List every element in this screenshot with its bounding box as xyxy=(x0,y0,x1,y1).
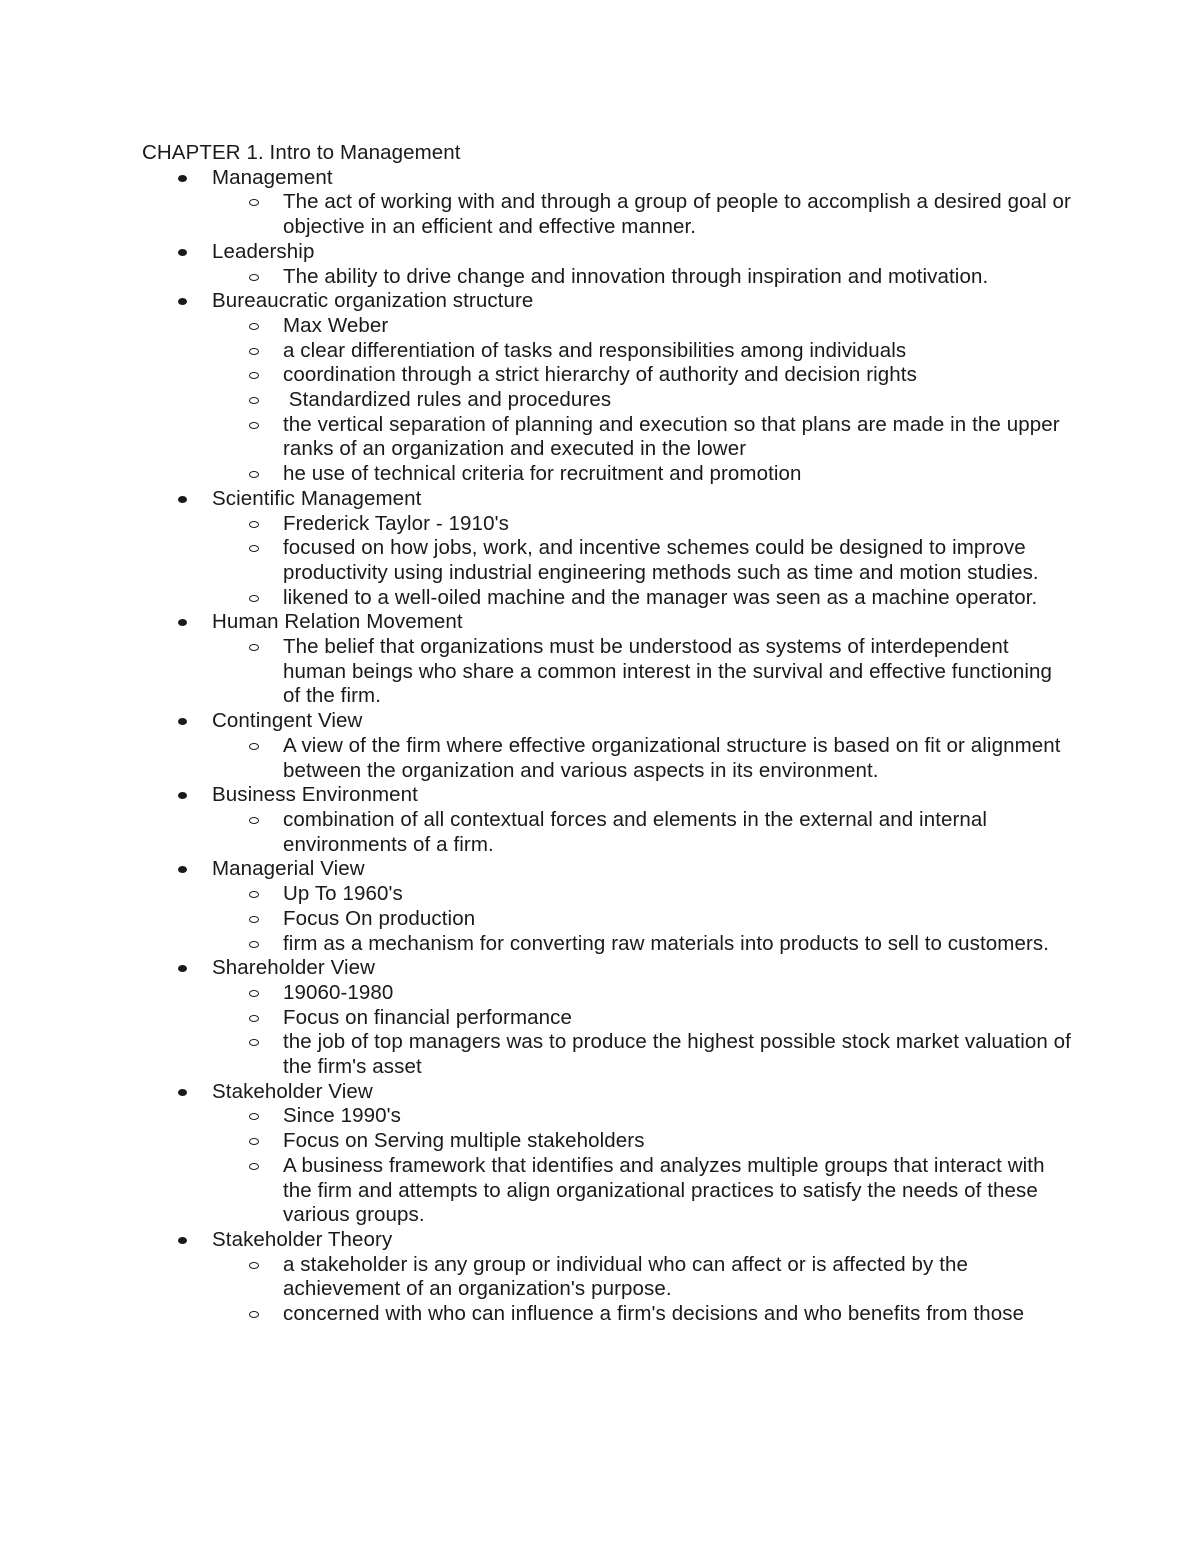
hollow-bullet-icon xyxy=(249,1039,259,1046)
outline-section xyxy=(142,487,1072,512)
hollow-bullet-icon xyxy=(249,595,259,602)
subitem-text: A business framework that identifies and analyzes multiple groups that interact with the firm and attempts to align organizational practices to satisfy the needs of these various groups. xyxy=(283,1153,1051,1227)
hollow-bullet-icon xyxy=(249,1113,259,1120)
outline-subitem xyxy=(142,1154,1072,1228)
outline-subitem xyxy=(142,462,1072,487)
subitem-text: Standardized rules and procedures xyxy=(283,388,612,412)
subitem-text: the job of top managers was to produce the highest possible stock market valuation of the firm's asset xyxy=(283,1030,1077,1079)
outline-subitem xyxy=(142,1006,1072,1031)
subitem-text: likened to a well-oiled machine and the manager was seen as a machine operator. xyxy=(283,585,1038,609)
hollow-bullet-icon xyxy=(249,274,259,281)
subitem-text: A view of the firm where effective organizational structure is based on fit or alignment between the organization and various aspects in its environment. xyxy=(283,733,1067,782)
subitem-text: The ability to drive change and innovation through inspiration and motivation. xyxy=(283,264,989,288)
filled-bullet-icon xyxy=(178,718,187,725)
subitem-text: Focus on financial performance xyxy=(283,1005,573,1029)
subitem-text: Focus On production xyxy=(283,906,476,930)
hollow-bullet-icon xyxy=(249,422,259,429)
hollow-bullet-icon xyxy=(249,1138,259,1145)
subitem-text: coordination through a strict hierarchy of authority and decision rights xyxy=(283,363,917,387)
filled-bullet-icon xyxy=(178,866,187,873)
outline-subitem xyxy=(142,1030,1077,1079)
subitem-text: firm as a mechanism for converting raw materials into products to sell to customers. xyxy=(283,931,1050,955)
section-heading: Stakeholder Theory xyxy=(212,1227,393,1251)
section-heading: Business Environment xyxy=(212,783,418,807)
subitem-text: concerned with who can influence a firm's decisions and who benefits from those xyxy=(283,1302,1025,1326)
section-heading: Scientific Management xyxy=(212,486,422,510)
outline-subitem xyxy=(142,1302,1072,1327)
outline-subitem xyxy=(142,932,1072,957)
section-heading: Managerial View xyxy=(212,857,365,881)
section-heading: Stakeholder View xyxy=(212,1079,373,1103)
subitem-text: Max Weber xyxy=(283,313,389,337)
filled-bullet-icon xyxy=(178,175,187,182)
outline-section xyxy=(142,709,1072,734)
filled-bullet-icon xyxy=(178,249,187,256)
filled-bullet-icon xyxy=(178,965,187,972)
filled-bullet-icon xyxy=(178,619,187,626)
outline-subitem xyxy=(142,190,1077,239)
section-heading: Management xyxy=(212,165,333,189)
filled-bullet-icon xyxy=(178,1237,187,1244)
outline-subitem xyxy=(142,1253,1072,1302)
outline-section xyxy=(142,240,1072,265)
hollow-bullet-icon xyxy=(249,199,259,206)
outline-subitem xyxy=(142,314,1072,339)
hollow-bullet-icon xyxy=(249,545,259,552)
outline-subitem xyxy=(142,734,1072,783)
subitem-text: The belief that organizations must be understood as systems of interdependent human beings who share a common interest in the survival and effective functioning of the firm. xyxy=(283,635,1058,708)
subitem-text: the vertical separation of planning and execution so that plans are made in the upper ranks of an organization and executed in the lower xyxy=(283,412,1066,461)
hollow-bullet-icon xyxy=(249,941,259,948)
hollow-bullet-icon xyxy=(249,743,259,750)
hollow-bullet-icon xyxy=(249,1262,259,1269)
outline-list xyxy=(142,165,1077,1327)
section-heading: Shareholder View xyxy=(212,956,376,980)
outline-subitem xyxy=(142,1129,1072,1154)
hollow-bullet-icon xyxy=(249,1163,259,1170)
outline-section xyxy=(142,1228,1072,1253)
filled-bullet-icon xyxy=(178,792,187,799)
outline-subitem xyxy=(142,363,1072,388)
hollow-bullet-icon xyxy=(249,471,259,478)
section-heading: Human Relation Movement xyxy=(212,610,463,634)
outline-section xyxy=(142,289,1072,314)
outline-subitem xyxy=(142,339,1072,364)
outline-subitem xyxy=(142,586,1072,611)
hollow-bullet-icon xyxy=(249,891,259,898)
section-heading: Leadership xyxy=(212,239,315,263)
outline-section xyxy=(142,783,1072,808)
subitem-text: 19060-1980 xyxy=(283,980,394,1004)
outline-section xyxy=(142,166,1072,191)
outline-subitem xyxy=(142,907,1072,932)
outline-subitem xyxy=(142,981,1072,1006)
hollow-bullet-icon xyxy=(249,817,259,824)
outline-subitem xyxy=(142,536,1072,585)
hollow-bullet-icon xyxy=(249,397,259,404)
subitem-text: Focus on Serving multiple stakeholders xyxy=(283,1129,645,1153)
outline-subitem xyxy=(142,1104,1072,1129)
outline-subitem xyxy=(142,265,1072,290)
outline-subitem xyxy=(142,512,1072,537)
outline-subitem xyxy=(142,635,1072,709)
hollow-bullet-icon xyxy=(249,372,259,379)
subitem-text: Up To 1960's xyxy=(283,882,403,906)
hollow-bullet-icon xyxy=(249,323,259,330)
hollow-bullet-icon xyxy=(249,521,259,528)
subitem-text: a clear differentiation of tasks and responsibilities among individuals xyxy=(283,338,907,362)
subitem-text: he use of technical criteria for recruitment and promotion xyxy=(283,462,802,486)
outline-subitem xyxy=(142,882,1072,907)
subitem-text: Since 1990's xyxy=(283,1104,401,1128)
subitem-text: combination of all contextual forces and elements in the external and internal environments of a firm. xyxy=(283,807,993,856)
filled-bullet-icon xyxy=(178,496,187,503)
section-heading: Bureaucratic organization structure xyxy=(212,289,534,313)
filled-bullet-icon xyxy=(178,298,187,305)
outline-section xyxy=(142,610,1072,635)
hollow-bullet-icon xyxy=(249,644,259,651)
hollow-bullet-icon xyxy=(249,1015,259,1022)
page-title: CHAPTER 1. Intro to Management xyxy=(142,141,461,164)
outline-section xyxy=(142,956,1072,981)
subitem-text: a stakeholder is any group or individual who can affect or is affected by the achievement of an organization's purpose. xyxy=(283,1252,974,1301)
hollow-bullet-icon xyxy=(249,990,259,997)
subitem-text: The act of working with and through a group of people to accomplish a desired goal or objective in an efficient and effective manner. xyxy=(283,190,1077,239)
outline-section xyxy=(142,1080,1072,1105)
document-page xyxy=(142,141,1077,1327)
hollow-bullet-icon xyxy=(249,916,259,923)
outline-subitem xyxy=(142,808,1072,857)
outline-subitem xyxy=(142,388,1072,413)
filled-bullet-icon xyxy=(178,1089,187,1096)
hollow-bullet-icon xyxy=(249,348,259,355)
section-heading: Contingent View xyxy=(212,709,363,733)
subitem-text: Frederick Taylor - 1910's xyxy=(283,511,509,535)
hollow-bullet-icon xyxy=(249,1311,259,1318)
outline-subitem xyxy=(142,413,1072,462)
subitem-text: focused on how jobs, work, and incentive schemes could be designed to improve productivity using industrial engineering methods such as time and motion studies. xyxy=(283,536,1039,584)
outline-section xyxy=(142,857,1072,882)
